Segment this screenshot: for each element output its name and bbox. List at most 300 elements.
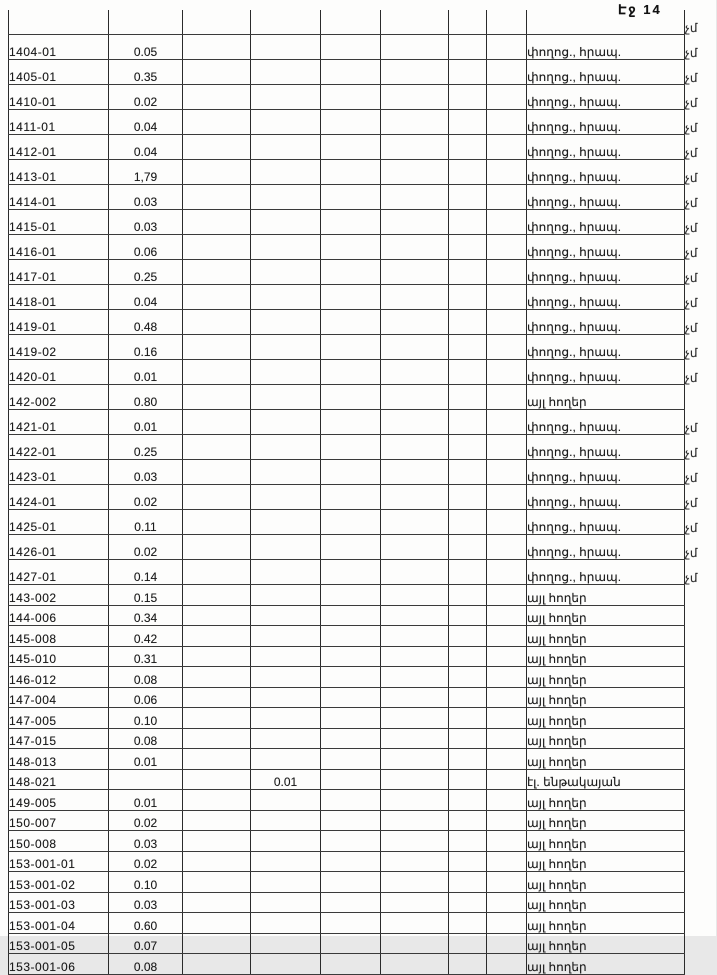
land-type-cell: փողոց., հրապ. bbox=[527, 235, 685, 260]
empty-cell bbox=[449, 185, 487, 210]
secondary-area-cell bbox=[251, 285, 321, 310]
margin-fragment bbox=[685, 913, 717, 934]
parcel-id-cell: 1411-01 bbox=[9, 110, 109, 135]
area-cell: 0.35 bbox=[109, 60, 183, 85]
secondary-area-cell bbox=[251, 260, 321, 285]
empty-cell bbox=[321, 851, 381, 872]
parcel-id-cell: 1416-01 bbox=[9, 235, 109, 260]
margin-fragment bbox=[685, 585, 717, 606]
area-cell: 0.03 bbox=[109, 460, 183, 485]
empty-cell bbox=[487, 110, 527, 135]
secondary-area-cell bbox=[251, 790, 321, 811]
empty-cell bbox=[321, 749, 381, 770]
table-row bbox=[9, 260, 717, 285]
empty-cell bbox=[321, 10, 381, 35]
area-cell: 0.16 bbox=[109, 335, 183, 360]
empty-cell bbox=[183, 667, 251, 688]
table-row bbox=[9, 485, 717, 510]
area-cell: 0.60 bbox=[109, 913, 183, 934]
land-type-cell: այլ հողեր bbox=[527, 708, 685, 729]
empty-cell bbox=[487, 913, 527, 934]
parcel-id-cell: 150-008 bbox=[9, 831, 109, 852]
empty-cell bbox=[449, 687, 487, 708]
parcel-id-cell: 148-013 bbox=[9, 749, 109, 770]
area-cell: 0.01 bbox=[109, 360, 183, 385]
empty-cell bbox=[321, 410, 381, 435]
margin-fragment: չմ bbox=[685, 370, 698, 385]
table-row bbox=[9, 435, 717, 460]
empty-cell bbox=[449, 790, 487, 811]
empty-cell bbox=[487, 831, 527, 852]
parcel-id-cell: 1419-02 bbox=[9, 335, 109, 360]
empty-cell bbox=[321, 535, 381, 560]
parcel-id-cell: 1405-01 bbox=[9, 60, 109, 85]
table-row bbox=[9, 954, 717, 975]
margin-fragment bbox=[685, 667, 717, 688]
margin-fragment: չմ bbox=[685, 220, 698, 235]
table-row bbox=[9, 210, 717, 235]
table-row bbox=[9, 385, 717, 410]
table-row bbox=[9, 872, 717, 893]
empty-cell bbox=[321, 667, 381, 688]
parcel-id-cell: 1417-01 bbox=[9, 260, 109, 285]
empty-cell bbox=[381, 60, 449, 85]
empty-cell bbox=[183, 310, 251, 335]
parcel-id-cell: 147-004 bbox=[9, 687, 109, 708]
table-row bbox=[9, 235, 717, 260]
margin-fragment bbox=[685, 749, 717, 770]
area-cell: 0.06 bbox=[109, 687, 183, 708]
empty-cell bbox=[449, 260, 487, 285]
land-type-cell: փողոց., հրապ. bbox=[527, 285, 685, 310]
secondary-area-cell bbox=[251, 85, 321, 110]
empty-cell bbox=[321, 790, 381, 811]
secondary-area-cell bbox=[251, 210, 321, 235]
empty-cell bbox=[381, 851, 449, 872]
empty-cell bbox=[183, 728, 251, 749]
empty-cell bbox=[449, 385, 487, 410]
empty-cell bbox=[449, 749, 487, 770]
empty-cell bbox=[449, 605, 487, 626]
empty-cell bbox=[381, 235, 449, 260]
area-cell: 0.04 bbox=[109, 285, 183, 310]
table-row bbox=[9, 60, 717, 85]
empty-cell bbox=[183, 110, 251, 135]
margin-fragment bbox=[685, 872, 717, 893]
empty-cell bbox=[183, 872, 251, 893]
empty-cell bbox=[381, 535, 449, 560]
land-type-cell: այլ հողեր bbox=[527, 933, 685, 954]
margin-fragment: չմ bbox=[685, 95, 698, 110]
empty-cell bbox=[183, 535, 251, 560]
secondary-area-cell bbox=[251, 310, 321, 335]
empty-cell bbox=[183, 646, 251, 667]
table-row bbox=[9, 185, 717, 210]
area-cell: 0.25 bbox=[109, 435, 183, 460]
land-type-cell: փողոց., հրապ. bbox=[527, 60, 685, 85]
empty-cell bbox=[381, 667, 449, 688]
empty-cell bbox=[449, 851, 487, 872]
empty-cell bbox=[183, 560, 251, 585]
land-type-cell: փողոց., հրապ. bbox=[527, 535, 685, 560]
empty-cell bbox=[381, 810, 449, 831]
margin-fragment bbox=[685, 626, 717, 647]
empty-cell bbox=[487, 728, 527, 749]
empty-cell bbox=[183, 410, 251, 435]
land-type-cell: այլ հողեր bbox=[527, 585, 685, 606]
empty-cell bbox=[381, 769, 449, 790]
secondary-area-cell bbox=[251, 535, 321, 560]
empty-cell bbox=[321, 831, 381, 852]
secondary-area-cell bbox=[251, 410, 321, 435]
empty-cell bbox=[183, 954, 251, 975]
empty-cell bbox=[449, 360, 487, 385]
empty-cell bbox=[183, 831, 251, 852]
empty-cell bbox=[487, 485, 527, 510]
margin-fragment bbox=[685, 646, 717, 667]
land-type-cell: փողոց., հրապ. bbox=[527, 135, 685, 160]
area-cell: 0.14 bbox=[109, 560, 183, 585]
margin-fragment: չմ bbox=[685, 70, 698, 85]
table-row bbox=[9, 790, 717, 811]
empty-cell bbox=[381, 385, 449, 410]
secondary-area-cell bbox=[251, 460, 321, 485]
margin-fragment bbox=[685, 728, 717, 749]
empty-cell bbox=[449, 435, 487, 460]
empty-cell bbox=[487, 35, 527, 60]
parcel-id-cell: 1421-01 bbox=[9, 410, 109, 435]
empty-cell bbox=[381, 485, 449, 510]
secondary-area-cell bbox=[251, 851, 321, 872]
area-cell: 0.04 bbox=[109, 110, 183, 135]
empty-cell bbox=[381, 892, 449, 913]
margin-fragment: չմ bbox=[685, 345, 698, 360]
secondary-area-cell bbox=[251, 933, 321, 954]
empty-cell bbox=[381, 110, 449, 135]
empty-cell bbox=[487, 667, 527, 688]
parcel-id-cell: 150-007 bbox=[9, 810, 109, 831]
margin-fragment: չմ bbox=[685, 170, 698, 185]
parcel-id-cell: 147-015 bbox=[9, 728, 109, 749]
empty-cell bbox=[487, 260, 527, 285]
table-row bbox=[9, 35, 717, 60]
empty-cell bbox=[449, 810, 487, 831]
land-type-cell: փողոց., հրապ. bbox=[527, 210, 685, 235]
margin-fragment: չմ bbox=[685, 545, 698, 560]
empty-cell bbox=[487, 851, 527, 872]
empty-cell bbox=[487, 892, 527, 913]
empty-cell bbox=[449, 708, 487, 729]
empty-cell bbox=[321, 360, 381, 385]
land-type-cell: այլ հողեր bbox=[527, 605, 685, 626]
empty-cell bbox=[183, 605, 251, 626]
area-cell: 0.11 bbox=[109, 510, 183, 535]
secondary-area-cell bbox=[251, 810, 321, 831]
area-cell: 0.01 bbox=[109, 790, 183, 811]
parcel-id-cell: 145-010 bbox=[9, 646, 109, 667]
land-type-cell: փողոց., հրապ. bbox=[527, 510, 685, 535]
land-type-cell: փողոց., հրապ. bbox=[527, 310, 685, 335]
empty-cell bbox=[449, 310, 487, 335]
empty-cell bbox=[321, 235, 381, 260]
area-cell: 1,79 bbox=[109, 160, 183, 185]
area-cell: 0.04 bbox=[109, 135, 183, 160]
parcel-id-cell: 153-001-03 bbox=[9, 892, 109, 913]
empty-cell bbox=[321, 260, 381, 285]
empty-cell bbox=[487, 435, 527, 460]
margin-fragment: չմ bbox=[685, 120, 698, 135]
secondary-area-cell bbox=[251, 708, 321, 729]
land-type-cell: այլ հողեր bbox=[527, 728, 685, 749]
empty-cell bbox=[381, 460, 449, 485]
table-row bbox=[9, 749, 717, 770]
secondary-area-cell bbox=[251, 667, 321, 688]
empty-cell bbox=[321, 135, 381, 160]
secondary-area-cell bbox=[251, 749, 321, 770]
empty-cell bbox=[321, 385, 381, 410]
margin-fragment bbox=[685, 769, 717, 790]
secondary-area-cell bbox=[251, 185, 321, 210]
empty-cell bbox=[381, 933, 449, 954]
land-type-cell: այլ հողեր bbox=[527, 667, 685, 688]
margin-fragment bbox=[685, 831, 717, 852]
empty-cell bbox=[183, 385, 251, 410]
land-type-cell: այլ հողեր bbox=[527, 626, 685, 647]
empty-cell bbox=[183, 749, 251, 770]
parcel-id-cell: 149-005 bbox=[9, 790, 109, 811]
empty-cell bbox=[487, 872, 527, 893]
empty-cell bbox=[487, 210, 527, 235]
empty-cell bbox=[449, 933, 487, 954]
margin-fragment: չմ bbox=[685, 20, 698, 35]
empty-cell bbox=[449, 626, 487, 647]
empty-cell bbox=[183, 460, 251, 485]
area-cell: 0.42 bbox=[109, 626, 183, 647]
empty-cell bbox=[449, 560, 487, 585]
empty-cell bbox=[381, 790, 449, 811]
empty-cell bbox=[381, 360, 449, 385]
empty-cell bbox=[449, 285, 487, 310]
table-row bbox=[9, 933, 717, 954]
secondary-area-cell bbox=[251, 385, 321, 410]
empty-cell bbox=[381, 435, 449, 460]
empty-cell bbox=[183, 510, 251, 535]
area-cell: 0.03 bbox=[109, 831, 183, 852]
land-type-cell: փողոց., հրապ. bbox=[527, 560, 685, 585]
empty-cell bbox=[381, 872, 449, 893]
empty-cell bbox=[183, 60, 251, 85]
empty-cell bbox=[183, 687, 251, 708]
area-cell: 0.07 bbox=[109, 933, 183, 954]
empty-cell bbox=[487, 235, 527, 260]
table-body bbox=[9, 10, 717, 974]
secondary-area-cell bbox=[251, 892, 321, 913]
area-cell: 0.05 bbox=[109, 35, 183, 60]
empty-cell bbox=[321, 185, 381, 210]
secondary-area-cell bbox=[251, 135, 321, 160]
empty-cell bbox=[487, 933, 527, 954]
table-row bbox=[9, 410, 717, 435]
secondary-area-cell bbox=[251, 110, 321, 135]
empty-cell bbox=[321, 810, 381, 831]
empty-cell bbox=[321, 872, 381, 893]
empty-cell bbox=[183, 892, 251, 913]
empty-cell bbox=[487, 605, 527, 626]
land-type-cell: փողոց., հրապ. bbox=[527, 485, 685, 510]
empty-cell bbox=[321, 510, 381, 535]
parcel-id-cell: 153-001-01 bbox=[9, 851, 109, 872]
empty-cell bbox=[321, 110, 381, 135]
empty-cell bbox=[183, 851, 251, 872]
table-row bbox=[9, 851, 717, 872]
empty-cell bbox=[487, 85, 527, 110]
area-cell bbox=[109, 769, 183, 790]
area-cell: 0.08 bbox=[109, 728, 183, 749]
empty-cell bbox=[381, 510, 449, 535]
table-row bbox=[9, 535, 717, 560]
empty-cell bbox=[449, 135, 487, 160]
margin-fragment: չմ bbox=[685, 320, 698, 335]
empty-cell bbox=[321, 892, 381, 913]
empty-cell bbox=[487, 535, 527, 560]
area-cell: 0.06 bbox=[109, 235, 183, 260]
empty-cell bbox=[381, 605, 449, 626]
empty-cell bbox=[381, 728, 449, 749]
parcel-id-cell: 1410-01 bbox=[9, 85, 109, 110]
empty-cell bbox=[321, 210, 381, 235]
empty-cell bbox=[449, 769, 487, 790]
land-type-cell: այլ հողեր bbox=[527, 851, 685, 872]
parcel-id-cell: 143-002 bbox=[9, 585, 109, 606]
empty-cell bbox=[449, 110, 487, 135]
margin-fragment bbox=[685, 954, 717, 975]
margin-fragment bbox=[685, 892, 717, 913]
land-type-cell: այլ հողեր bbox=[527, 749, 685, 770]
area-cell: 0.10 bbox=[109, 872, 183, 893]
empty-cell bbox=[183, 35, 251, 60]
land-type-cell: փողոց., հրապ. bbox=[527, 160, 685, 185]
parcel-id-cell: 145-008 bbox=[9, 626, 109, 647]
table-row bbox=[9, 605, 717, 626]
empty-cell bbox=[381, 35, 449, 60]
table-row bbox=[9, 135, 717, 160]
land-type-cell: այլ հողեր bbox=[527, 810, 685, 831]
empty-cell bbox=[381, 708, 449, 729]
empty-cell bbox=[321, 485, 381, 510]
secondary-area-cell bbox=[251, 435, 321, 460]
margin-fragment bbox=[685, 687, 717, 708]
empty-cell bbox=[487, 10, 527, 35]
parcel-id-cell: 142-002 bbox=[9, 385, 109, 410]
empty-cell bbox=[183, 626, 251, 647]
empty-cell bbox=[183, 585, 251, 606]
empty-cell bbox=[449, 235, 487, 260]
empty-cell bbox=[381, 954, 449, 975]
empty-cell bbox=[449, 954, 487, 975]
empty-cell bbox=[449, 485, 487, 510]
parcel-id-cell: 153-001-06 bbox=[9, 954, 109, 975]
land-type-cell: այլ հողեր bbox=[527, 954, 685, 975]
parcel-id-cell: 146-012 bbox=[9, 667, 109, 688]
empty-cell bbox=[183, 85, 251, 110]
empty-cell bbox=[183, 360, 251, 385]
area-cell: 0.10 bbox=[109, 708, 183, 729]
land-type-cell: փողոց., հրապ. bbox=[527, 35, 685, 60]
empty-cell bbox=[321, 35, 381, 60]
empty-cell bbox=[381, 285, 449, 310]
land-type-cell: այլ հողեր bbox=[527, 646, 685, 667]
margin-fragment bbox=[685, 851, 717, 872]
parcel-id-cell: 147-005 bbox=[9, 708, 109, 729]
empty-cell bbox=[487, 560, 527, 585]
area-cell: 0.01 bbox=[109, 749, 183, 770]
area-cell: 0.80 bbox=[109, 385, 183, 410]
land-type-cell: փողոց., հրապ. bbox=[527, 360, 685, 385]
secondary-area-cell bbox=[251, 913, 321, 934]
secondary-area-cell bbox=[251, 728, 321, 749]
empty-cell bbox=[487, 460, 527, 485]
secondary-area-cell bbox=[251, 626, 321, 647]
empty-cell bbox=[381, 646, 449, 667]
area-cell: 0.34 bbox=[109, 605, 183, 626]
empty-cell bbox=[183, 933, 251, 954]
secondary-area-cell bbox=[251, 160, 321, 185]
area-cell: 0.31 bbox=[109, 646, 183, 667]
empty-cell bbox=[381, 913, 449, 934]
empty-cell bbox=[321, 285, 381, 310]
empty-cell bbox=[183, 210, 251, 235]
parcel-id-cell: 148-021 bbox=[9, 769, 109, 790]
land-type-cell: այլ հողեր bbox=[527, 790, 685, 811]
empty-cell bbox=[183, 435, 251, 460]
area-cell: 0.01 bbox=[109, 410, 183, 435]
parcel-id-cell: 153-001-05 bbox=[9, 933, 109, 954]
margin-fragment bbox=[685, 810, 717, 831]
empty-cell bbox=[487, 954, 527, 975]
secondary-area-cell bbox=[251, 360, 321, 385]
table-row bbox=[9, 769, 717, 790]
land-type-cell bbox=[527, 10, 685, 35]
parcel-id-cell: 1404-01 bbox=[9, 35, 109, 60]
secondary-area-cell bbox=[251, 687, 321, 708]
margin-fragment: չմ bbox=[685, 495, 698, 510]
area-cell: 0.08 bbox=[109, 667, 183, 688]
land-type-cell: այլ հողեր bbox=[527, 831, 685, 852]
empty-cell bbox=[449, 667, 487, 688]
empty-cell bbox=[183, 235, 251, 260]
land-type-cell: փողոց., հրապ. bbox=[527, 435, 685, 460]
parcel-id-cell: 144-006 bbox=[9, 605, 109, 626]
secondary-area-cell bbox=[251, 646, 321, 667]
table-row bbox=[9, 460, 717, 485]
table-row bbox=[9, 110, 717, 135]
empty-cell bbox=[381, 10, 449, 35]
parcel-id-cell: 153-001-02 bbox=[9, 872, 109, 893]
table-row bbox=[9, 285, 717, 310]
empty-cell bbox=[487, 585, 527, 606]
empty-cell bbox=[487, 160, 527, 185]
margin-fragment: չմ bbox=[685, 45, 698, 60]
empty-cell bbox=[183, 10, 251, 35]
table-row bbox=[9, 510, 717, 535]
empty-cell bbox=[449, 646, 487, 667]
empty-cell bbox=[487, 310, 527, 335]
margin-fragment: չմ bbox=[685, 145, 698, 160]
parcel-id-cell: 1426-01 bbox=[9, 535, 109, 560]
margin-fragment: չմ bbox=[685, 195, 698, 210]
table-row bbox=[9, 160, 717, 185]
margin-fragment bbox=[685, 605, 717, 626]
